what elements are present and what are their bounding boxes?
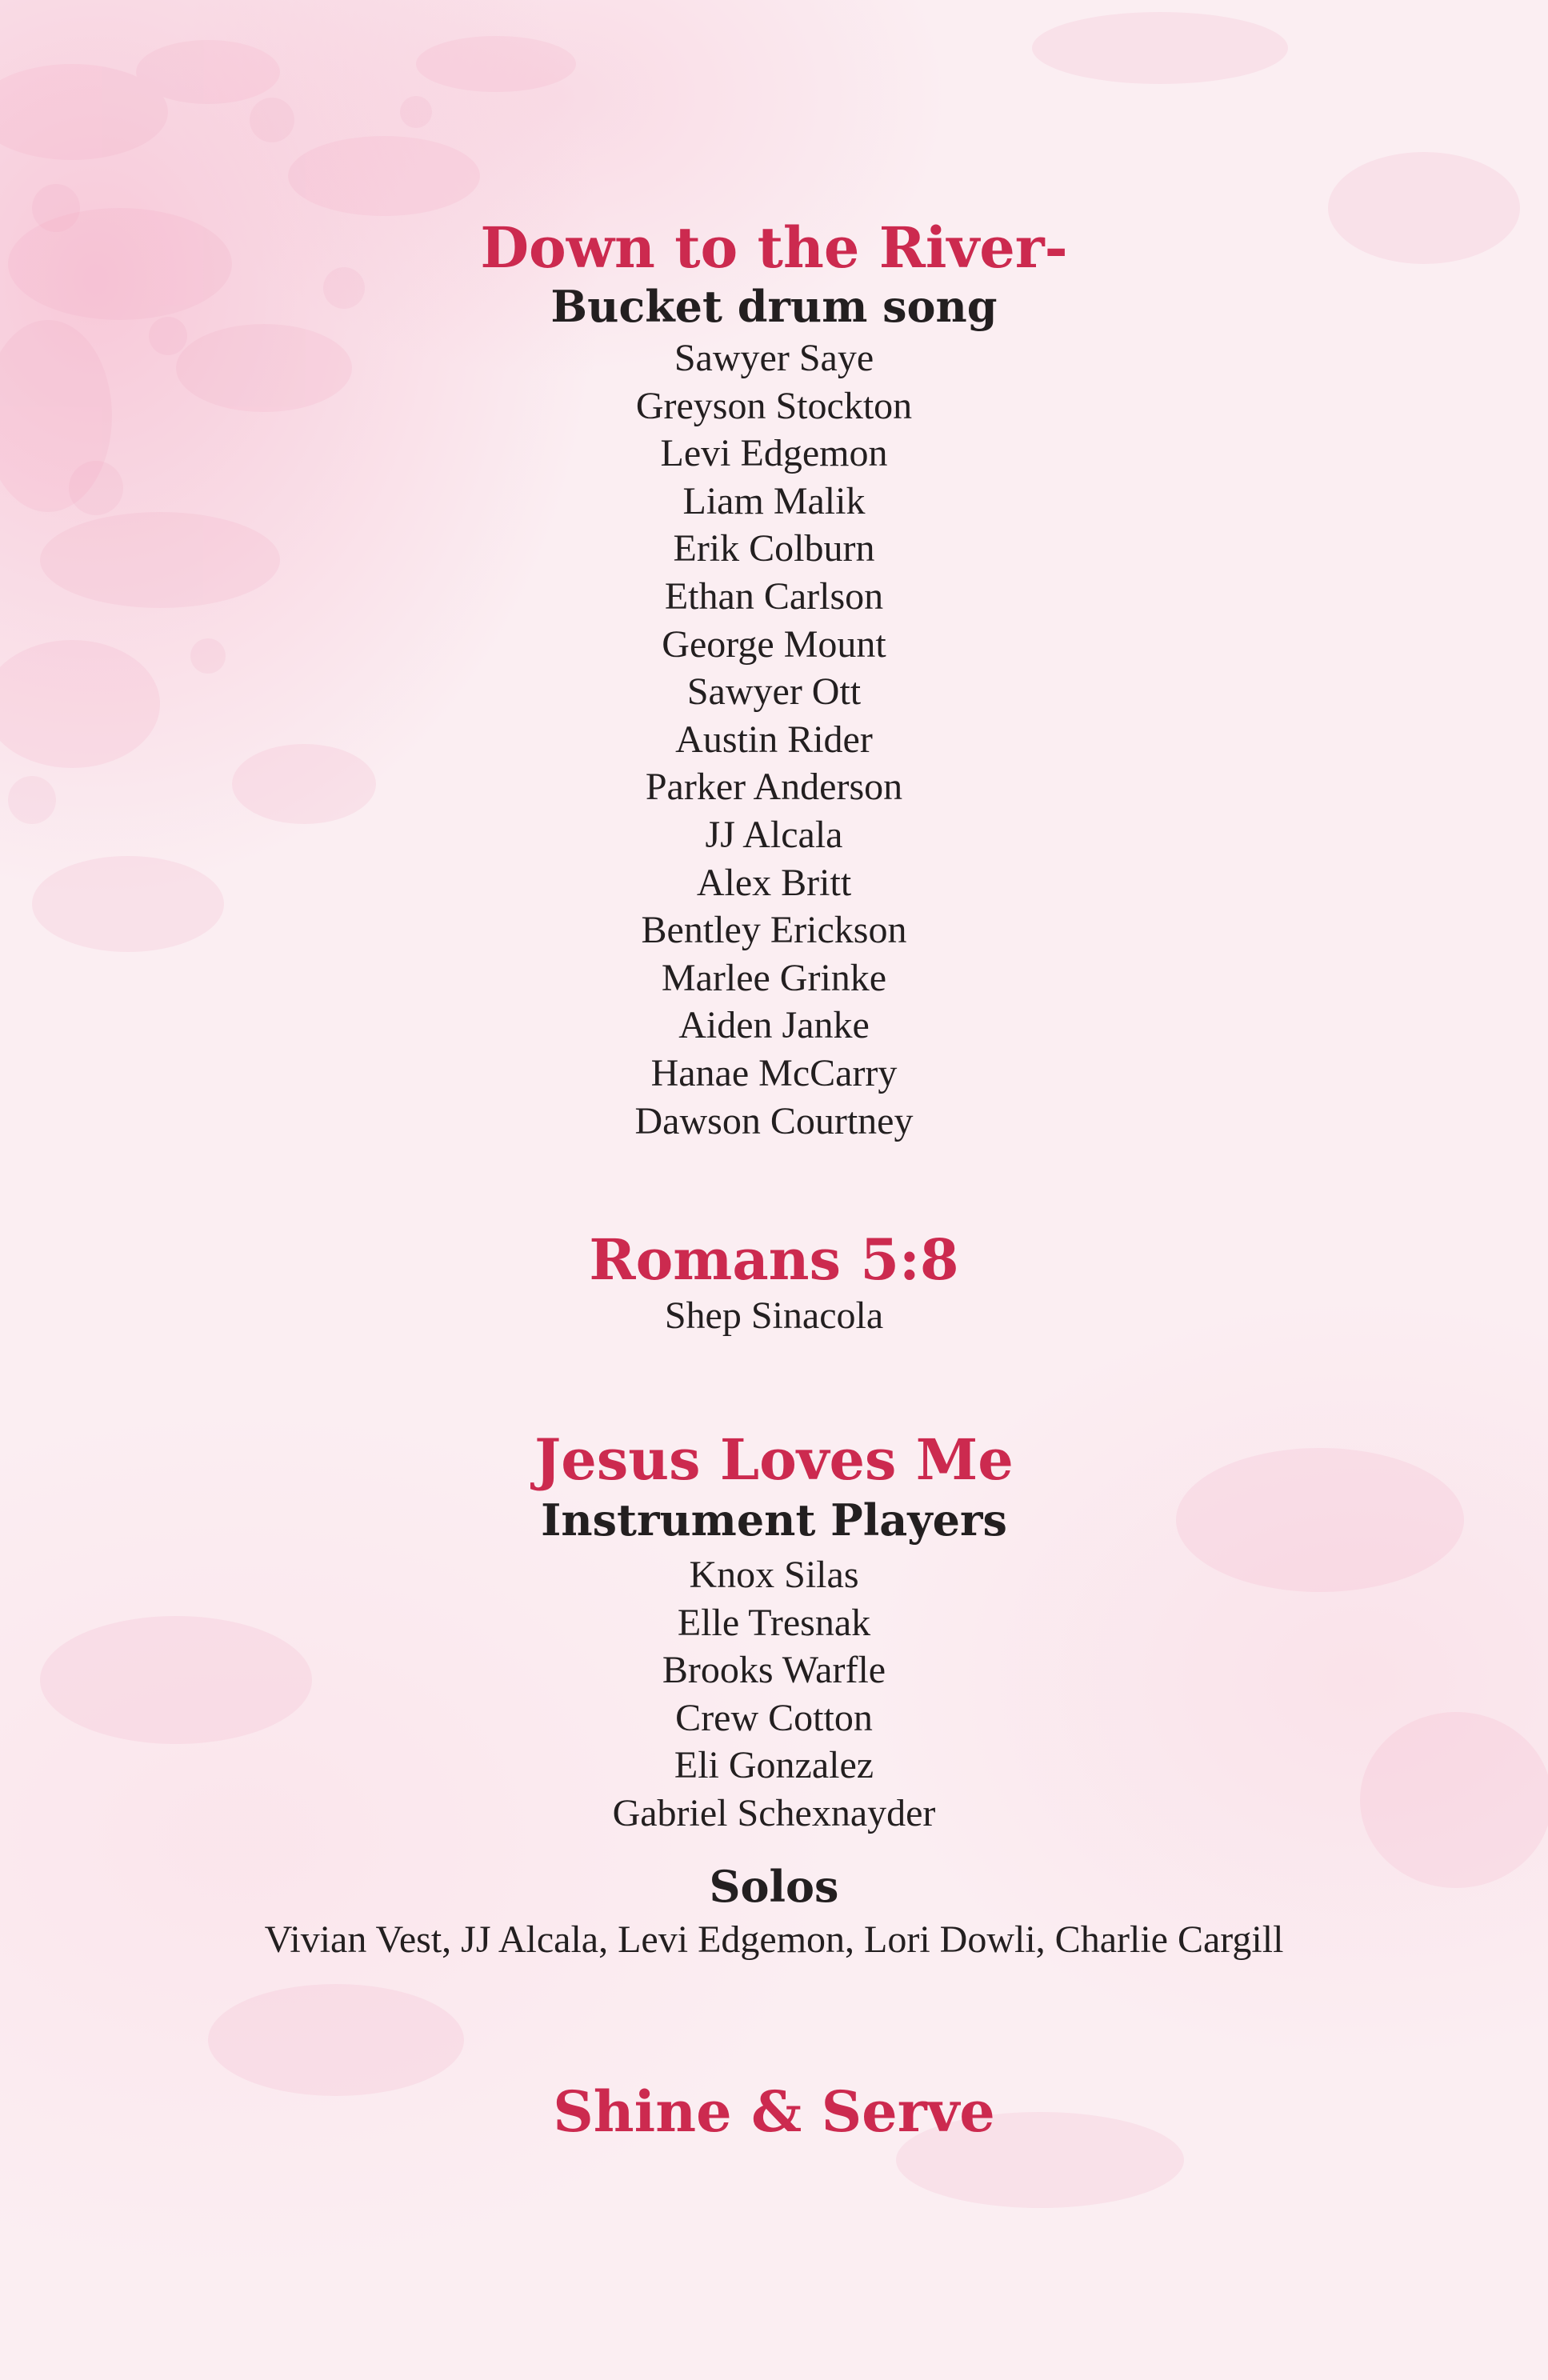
performer-name: Sawyer Saye xyxy=(674,337,874,379)
performer-list xyxy=(0,1292,1548,1340)
performer-name: Elle Tresnak xyxy=(677,1601,871,1644)
performer-name: Dawson Courtney xyxy=(634,1099,914,1142)
performer-name: Austin Rider xyxy=(675,718,873,761)
performer-list xyxy=(0,334,1548,1145)
performer-name: Greyson Stockton xyxy=(635,384,913,427)
song-title: Jesus Loves Me xyxy=(534,1426,1014,1493)
solos-list: Vivian Vest, JJ Alcala, Levi Edgemon, Lori Dowli, Charlie Cargill xyxy=(264,1918,1284,1961)
song-title: Romans 5:8 xyxy=(589,1226,959,1293)
performer-list xyxy=(0,1551,1548,1838)
section-romans-5-8 xyxy=(0,1228,1548,1340)
performer-name: Shep Sinacola xyxy=(664,1294,884,1337)
subheading: Bucket drum song xyxy=(550,281,998,332)
performer-name: Liam Malik xyxy=(682,479,866,522)
song-title: Shine & Serve xyxy=(553,2078,995,2145)
song-title: Down to the River- xyxy=(480,214,1068,281)
performer-name: Knox Silas xyxy=(689,1554,859,1596)
performer-name: Brooks Warfle xyxy=(662,1649,886,1692)
performer-name: Marlee Grinke xyxy=(661,956,887,999)
performer-name: Bentley Erickson xyxy=(641,909,907,952)
performer-name: JJ Alcala xyxy=(705,813,843,856)
solos-heading: Solos xyxy=(709,1860,839,1912)
performer-name: Levi Edgemon xyxy=(660,432,888,475)
performer-name: Sawyer Ott xyxy=(686,670,862,714)
performer-name: Hanae McCarry xyxy=(650,1051,898,1094)
performer-name: Gabriel Schexnayder xyxy=(612,1791,936,1834)
performer-name: Alex Britt xyxy=(696,861,852,904)
subheading: Instrument Players xyxy=(541,1494,1007,1546)
section-jesus-loves-me xyxy=(0,1428,1548,1964)
performer-name: Aiden Janke xyxy=(678,1004,870,1047)
performer-name: Ethan Carlson xyxy=(664,574,884,618)
performer-name: George Mount xyxy=(662,622,886,666)
performer-name: Erik Colburn xyxy=(673,527,875,570)
performer-name: Eli Gonzalez xyxy=(674,1744,874,1787)
performer-name: Parker Anderson xyxy=(645,766,903,809)
performer-name: Crew Cotton xyxy=(675,1696,873,1739)
section-shine-and-serve xyxy=(0,2080,1548,2144)
section-down-to-the-river xyxy=(0,216,1548,1145)
